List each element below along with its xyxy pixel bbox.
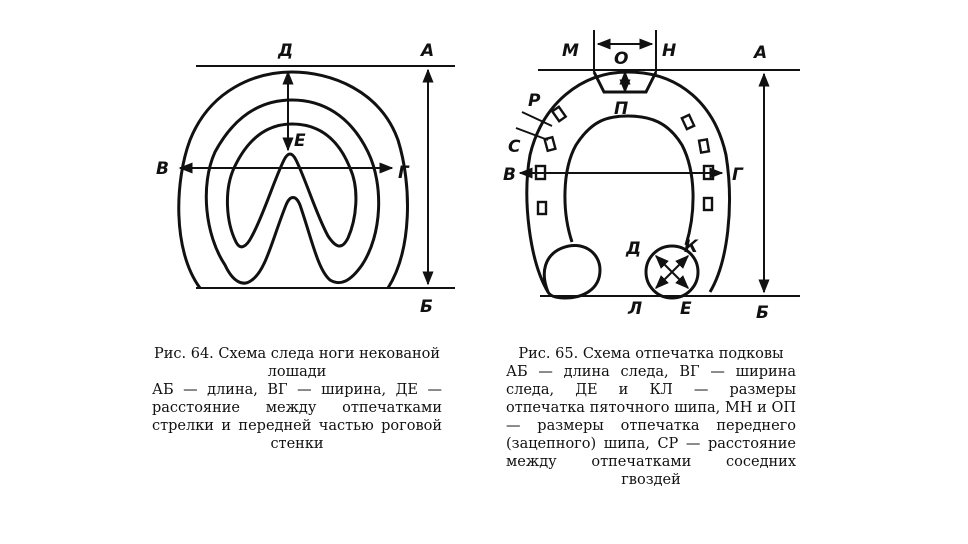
figure-65-caption [506,345,796,489]
figure-64-caption [152,345,442,453]
label-r: Р [528,91,541,111]
label-b: Б [756,303,769,323]
label-b: Б [420,297,433,317]
horseshoe-inner-outline [565,116,693,245]
nail-gap-line-2 [516,128,548,140]
label-o: О [614,49,629,69]
frog-outline [227,124,356,247]
hoof-outer-outline [179,72,408,288]
label-d: Д [626,239,642,259]
label-k: К [684,237,698,257]
label-l: Л [628,299,643,319]
figure-64-caption-title: Рис. 64. Схема следа ноги некованой лошади [153,346,441,380]
label-a: А [754,43,768,63]
hoof-inner-outline [206,100,378,283]
nail-holes [536,107,713,214]
left-heel-print [544,245,600,298]
label-m: М [562,41,579,61]
label-g: Г [398,163,409,183]
figure-64-diagram [179,72,408,288]
label-e: Е [294,131,306,151]
label-a: А [421,41,435,61]
label-p: П [614,99,629,119]
label-g: Г [732,165,743,185]
label-n: Н [662,41,677,61]
label-s: С [508,137,521,157]
figure-65-measures [516,30,800,296]
figure-65-caption-body: АБ — длина следа, ВГ — ширина следа, ДЕ и КЛ — размеры отпечатка пяточного шипа, МН и ОП — размеры отпечатка переднего (зацепного) шипа, СР — расстояние между отпечатками соседних гвоздей [506,364,796,488]
label-d: Д [278,41,294,61]
figure-64-caption-body: АБ — длина, ВГ — ширина, ДЕ — расстояние между отпечатками стрелки и передней частью роговой стенки [152,382,442,452]
label-e: Е [680,299,692,319]
figure-64-labels [156,41,434,317]
label-v: В [156,159,169,179]
figure-65-caption-title: Рис. 65. Схема отпечатка подковы [518,346,784,362]
label-v: В [503,165,516,185]
